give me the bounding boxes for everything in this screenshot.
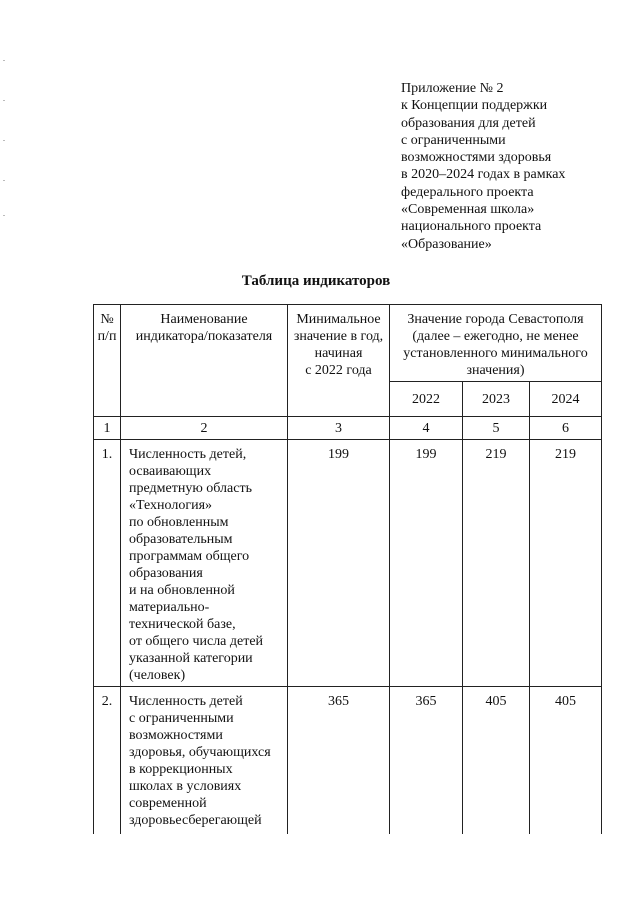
appendix-line: с ограниченными <box>401 132 506 148</box>
header-min-value: Минимальное значение в год, начиная с 2022 года <box>288 305 390 417</box>
indicator-name: Численность детей с ограниченными возможностями здоровья, обучающихся в коррекционных школах в условиях современной здоровьесберегающей <box>121 687 288 834</box>
column-number: 4 <box>390 417 463 440</box>
appendix-line: Приложение № 2 <box>401 81 504 96</box>
header-name: Наименование индикатора/показателя <box>121 305 288 417</box>
header-num: № п/п <box>94 305 121 417</box>
min-value-cell: 365 <box>288 687 390 834</box>
appendix-line: национального проекта <box>401 219 542 235</box>
min-value-cell: 199 <box>288 440 390 687</box>
column-number: 2 <box>121 417 288 440</box>
column-number: 5 <box>463 417 530 440</box>
header-year-2024: 2024 <box>530 382 602 417</box>
table-row <box>94 440 602 687</box>
header-year-2023: 2023 <box>463 382 530 417</box>
table-row <box>94 687 602 834</box>
appendix-line: возможностями здоровья <box>401 150 552 166</box>
header-city-value: Значение города Севастополя (далее – ежегодно, не менее установленного минимального значения) <box>390 305 602 382</box>
row-number: 1. <box>94 440 121 687</box>
column-number: 6 <box>530 417 602 440</box>
value-2022-cell: 365 <box>390 687 463 834</box>
appendix-line: в 2020–2024 годах в рамках <box>401 167 566 183</box>
appendix-line: к Концепции поддержки <box>401 98 548 114</box>
row-number: 2. <box>94 687 121 834</box>
header-year-2022: 2022 <box>390 382 463 417</box>
value-2023-cell: 219 <box>463 440 530 687</box>
indicators-table <box>93 304 602 834</box>
value-2023-cell: 405 <box>463 687 530 834</box>
appendix-line: «Образование» <box>401 236 492 252</box>
appendix-line: федерального проекта <box>401 184 534 200</box>
appendix-line: образования для детей <box>401 115 536 131</box>
value-2024-cell: 219 <box>530 440 602 687</box>
appendix-block <box>401 80 616 253</box>
indicator-name: Численность детей, осваивающих предметную область «Технология» по обновленным образовательным программам общего образования и на обновленной материально- технической базе, от общего числа детей указанной категории (человек) <box>121 440 288 687</box>
column-number: 3 <box>288 417 390 440</box>
appendix-line: «Современная школа» <box>401 202 535 218</box>
value-2024-cell: 405 <box>530 687 602 834</box>
table-title: Таблица индикаторов <box>241 273 391 289</box>
value-2022-cell: 199 <box>390 440 463 687</box>
column-number: 1 <box>94 417 121 440</box>
